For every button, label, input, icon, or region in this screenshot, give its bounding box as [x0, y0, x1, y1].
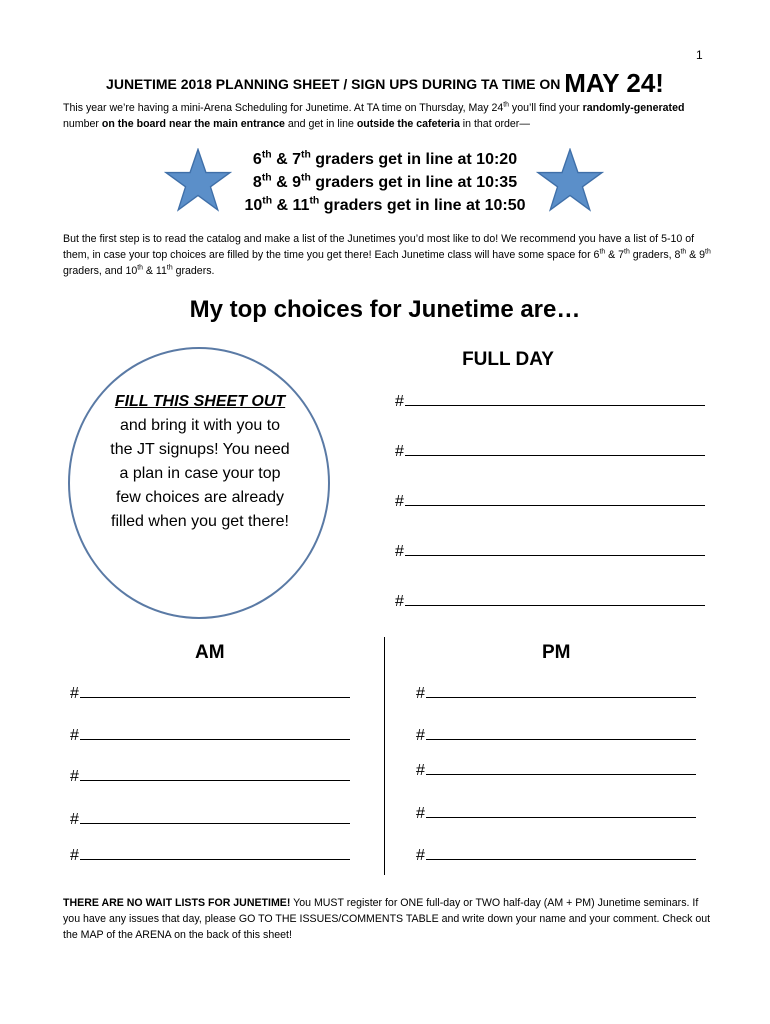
am-choice-line[interactable] — [70, 683, 350, 703]
write-in-blank[interactable] — [405, 391, 705, 406]
pm-choice-line[interactable] — [416, 845, 696, 865]
catalog-text: & — [686, 249, 700, 261]
choices-heading: My top choices for Junetime are… — [189, 296, 581, 323]
grade-sup: th — [300, 172, 311, 184]
full-day-choice-line[interactable] — [395, 541, 705, 561]
grade-sup: th — [680, 248, 687, 256]
hash-mark: # — [416, 847, 425, 864]
grade-sup: th — [599, 248, 606, 256]
intro-bold: on the board near the main entrance — [101, 118, 285, 130]
write-in-blank[interactable] — [426, 803, 696, 818]
schedule-row — [200, 194, 570, 217]
full-day-choice-line[interactable] — [395, 591, 705, 611]
page-number: 1 — [696, 48, 703, 62]
grade-sup: th — [166, 264, 173, 272]
catalog-text: & — [605, 249, 619, 261]
intro-paragraph — [63, 100, 713, 132]
write-in-blank[interactable] — [405, 591, 705, 606]
am-choice-line[interactable] — [70, 845, 350, 865]
hash-mark: # — [70, 811, 79, 828]
grade: 10 — [244, 197, 263, 214]
footer-text: You MUST register for ONE full-day or TWO half-day (AM + PM) Junetime seminars. If you have any issues that day, please GO TO THE ISSUES/COMMENTS TABLE and write down your name and your comment. Check out the MAP of the ARENA on the back of this sheet! — [63, 897, 711, 941]
hash-mark: # — [395, 543, 404, 560]
write-in-blank[interactable] — [80, 845, 350, 860]
am-choice-line[interactable] — [70, 766, 350, 786]
reminder-body: and bring it with you to the JT signups! You need a plan in case your top few choices are already filled when you get there! — [110, 417, 290, 530]
write-in-blank[interactable] — [80, 725, 350, 740]
am-choice-line[interactable] — [70, 809, 350, 829]
intro-sup: th — [503, 101, 509, 109]
amp: & — [271, 174, 293, 191]
hash-mark: # — [395, 493, 404, 510]
pm-heading: PM — [542, 642, 571, 663]
grade-sup: th — [309, 195, 320, 207]
full-day-choice-line[interactable] — [395, 441, 705, 461]
intro-text: in that order— — [459, 118, 530, 130]
pm-choice-line[interactable] — [416, 683, 696, 703]
pm-choice-line[interactable] — [416, 725, 696, 745]
am-choice-line[interactable] — [70, 725, 350, 745]
grade: 8 — [252, 174, 262, 191]
hash-mark: # — [70, 727, 79, 744]
schedule-time: graders get in line at 10:20 — [310, 151, 518, 168]
grade-sup: th — [300, 149, 311, 161]
pm-choice-line[interactable] — [416, 760, 696, 780]
full-day-choice-line[interactable] — [395, 391, 705, 411]
intro-text: This year we’re having a mini-Arena Scheduling for Junetime. At TA time on Thursday, May 24 — [63, 102, 504, 114]
grade-sup: th — [705, 248, 711, 256]
schedule-row — [200, 171, 570, 194]
schedule-time: graders get in line at 10:35 — [310, 174, 518, 191]
title-date: MAY 24! — [564, 68, 664, 98]
footer-notice — [63, 895, 713, 943]
catalog-text: & — [142, 265, 156, 277]
hash-mark: # — [416, 762, 425, 779]
pm-choice-line[interactable] — [416, 803, 696, 823]
amp: & — [272, 197, 293, 214]
column-divider — [384, 637, 385, 875]
full-day-heading: FULL DAY — [462, 349, 554, 370]
schedule-row — [200, 148, 570, 171]
write-in-blank[interactable] — [80, 809, 350, 824]
catalog-text: But the first step is to read the catalog and make a list of the Junetimes you’d most like to do! We recommend you have a list of 5-10 of them, in case your top choices are filled by the time you get there! Each Junetime class will have some space for — [63, 233, 695, 261]
title-main: JUNETIME 2018 PLANNING SHEET / SIGN UPS DURING TA TIME ON — [106, 76, 565, 92]
intro-text: number — [63, 118, 102, 130]
write-in-blank[interactable] — [426, 845, 696, 860]
grade-sup: th — [262, 195, 273, 207]
grade: 10 — [125, 265, 138, 277]
write-in-blank[interactable] — [405, 541, 705, 556]
hash-mark: # — [395, 443, 404, 460]
grade: 9 — [292, 174, 301, 191]
write-in-blank[interactable] — [426, 760, 696, 775]
grade: 7 — [292, 151, 301, 168]
grade: 6 — [252, 151, 262, 168]
write-in-blank[interactable] — [426, 725, 696, 740]
catalog-paragraph — [63, 231, 713, 279]
write-in-blank[interactable] — [405, 491, 705, 506]
grade: 11 — [155, 265, 167, 277]
hash-mark: # — [416, 727, 425, 744]
catalog-text: graders. — [172, 265, 215, 277]
schedule-time: graders get in line at 10:50 — [319, 197, 526, 214]
grade-sup: th — [137, 264, 143, 272]
grade: 6 — [593, 249, 600, 261]
grade-sup: th — [624, 248, 630, 256]
write-in-blank[interactable] — [426, 683, 696, 698]
amp: & — [271, 151, 293, 168]
hash-mark: # — [416, 685, 425, 702]
intro-bold: randomly-generated — [582, 102, 685, 114]
grade: 9 — [699, 249, 706, 261]
intro-bold: outside the cafeteria — [356, 118, 460, 130]
write-in-blank[interactable] — [80, 683, 350, 698]
footer-bold: THERE ARE NO WAIT LISTS FOR JUNETIME! — [63, 897, 291, 909]
grade: 7 — [618, 249, 625, 261]
am-heading: AM — [195, 642, 225, 663]
grade: 8 — [674, 249, 681, 261]
hash-mark: # — [416, 805, 425, 822]
intro-text: you’ll find your — [508, 102, 583, 114]
grade: 11 — [292, 197, 310, 214]
full-day-choice-line[interactable] — [395, 491, 705, 511]
reminder-lead: FILL THIS SHEET OUT — [114, 393, 286, 410]
grade-sup: th — [261, 149, 272, 161]
grade-sup: th — [261, 172, 272, 184]
reminder-text — [110, 390, 290, 534]
hash-mark: # — [395, 593, 404, 610]
intro-text: and get in line — [284, 118, 357, 130]
hash-mark: # — [395, 393, 404, 410]
hash-mark: # — [70, 768, 79, 785]
line-up-schedule — [200, 148, 570, 217]
hash-mark: # — [70, 685, 79, 702]
hash-mark: # — [70, 847, 79, 864]
catalog-text: graders, — [629, 249, 675, 261]
page-title — [0, 68, 770, 99]
write-in-blank[interactable] — [405, 441, 705, 456]
write-in-blank[interactable] — [80, 766, 350, 781]
catalog-text: graders, and — [63, 265, 126, 277]
